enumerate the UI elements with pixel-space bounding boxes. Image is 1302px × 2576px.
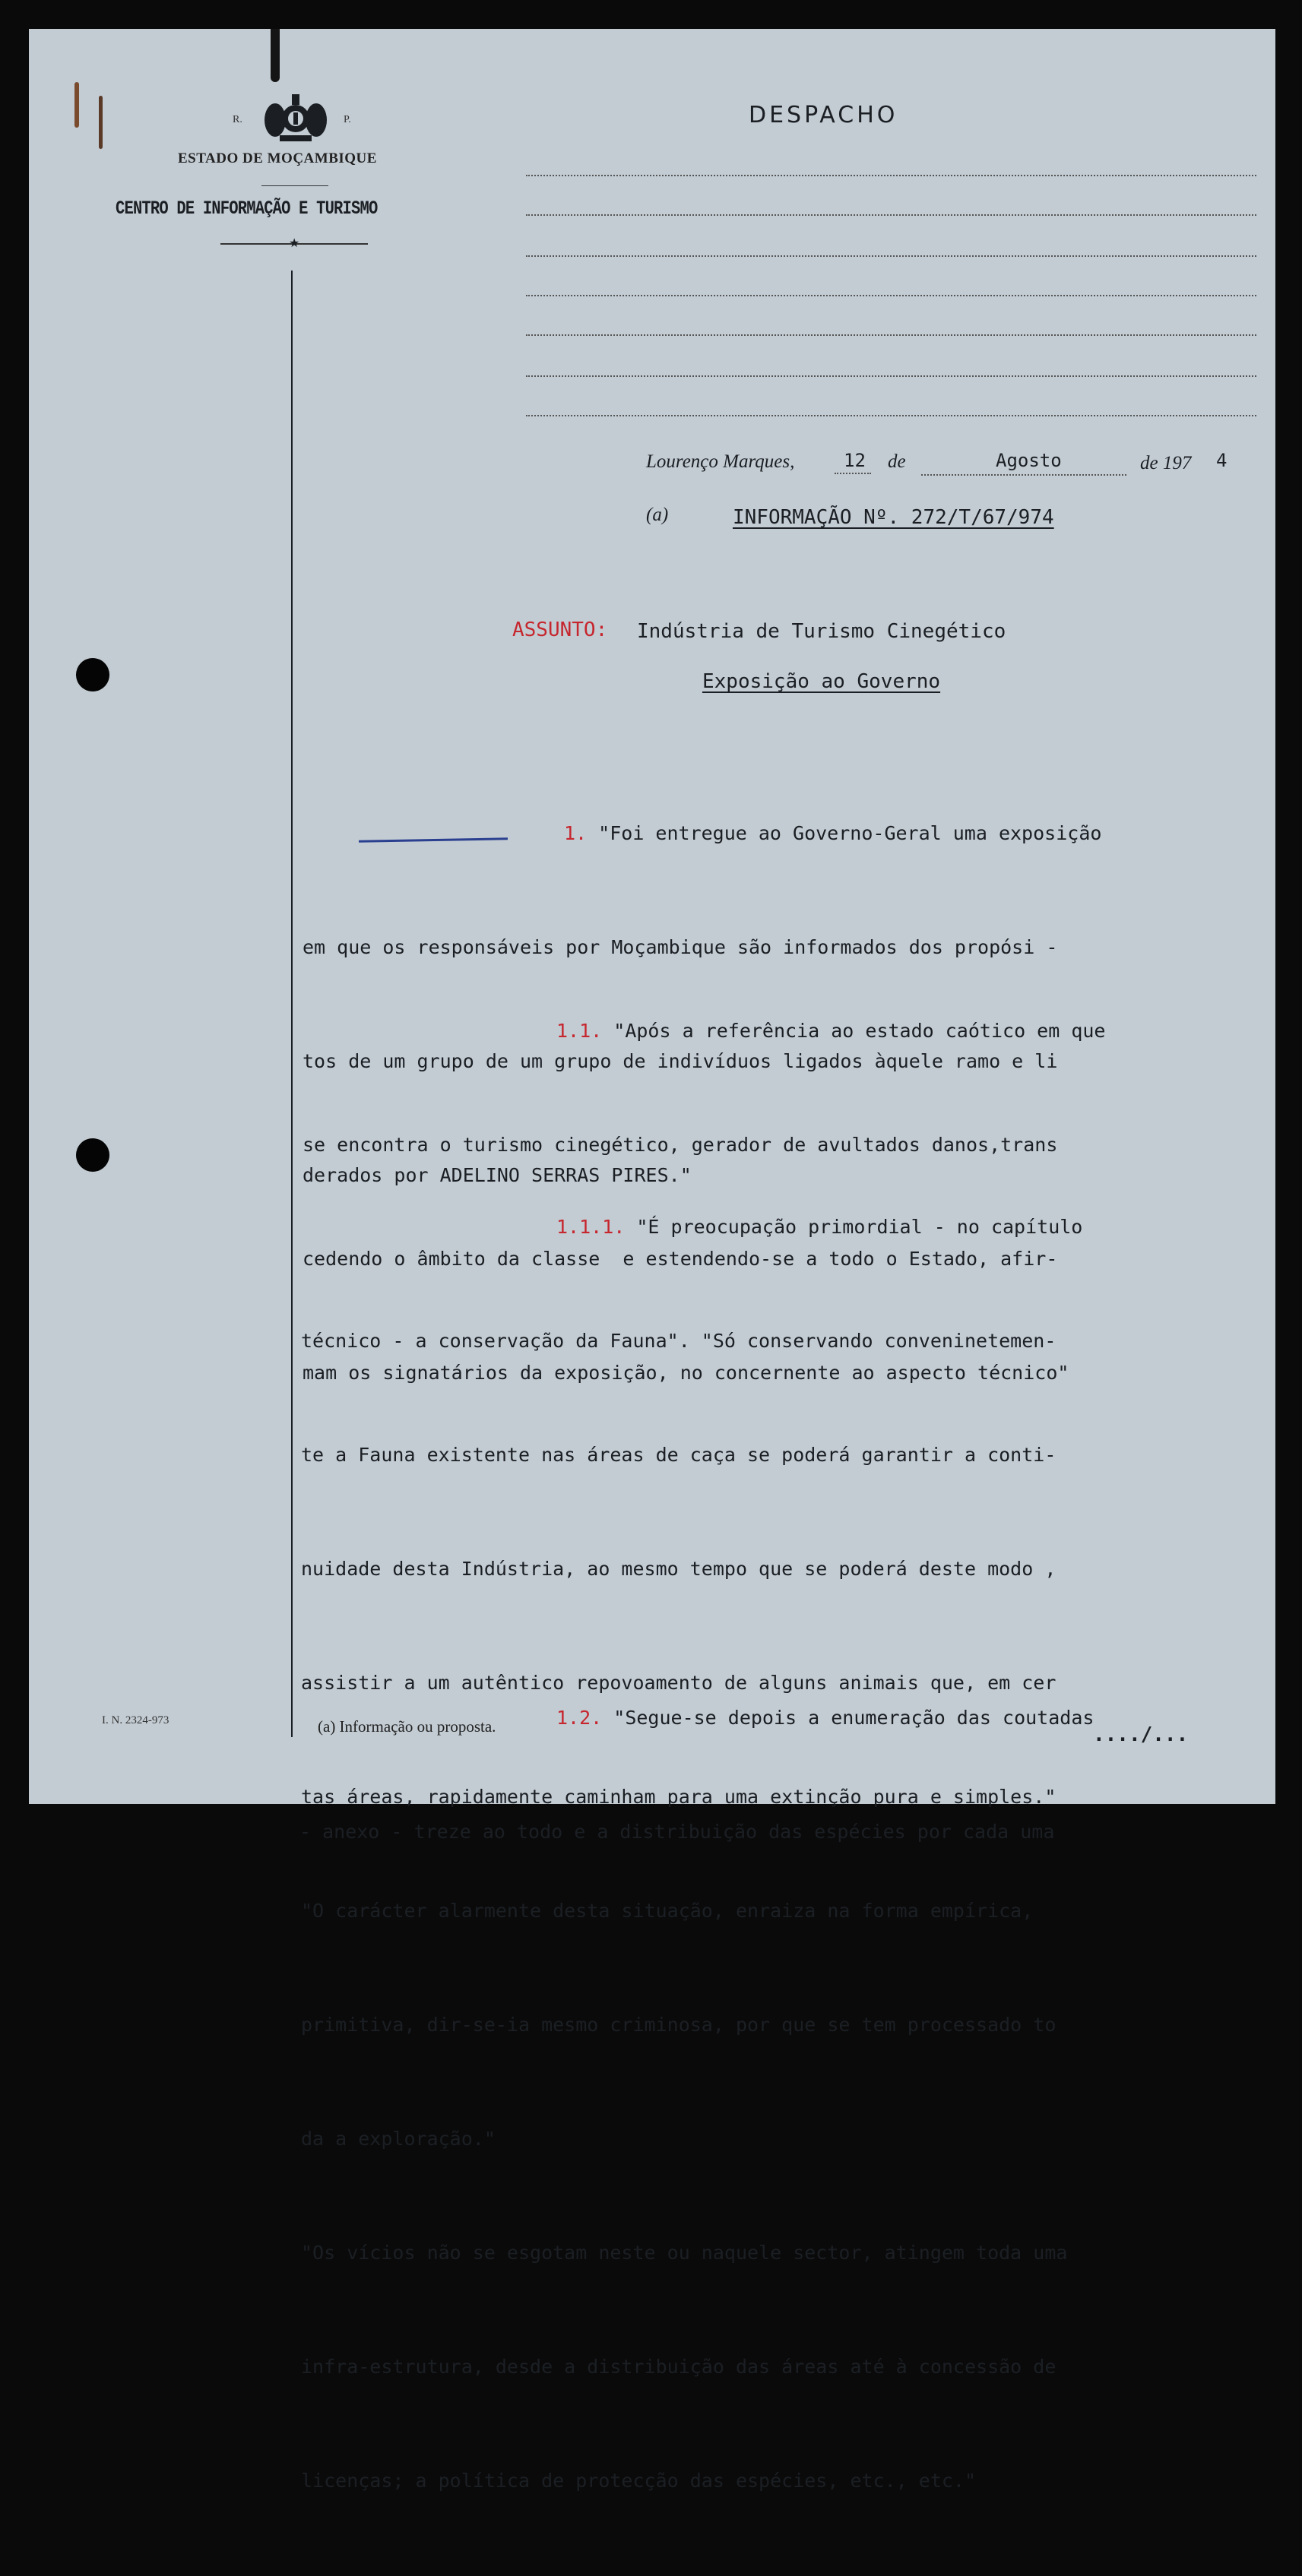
- assunto-text: Indústria de Turismo Cinegético: [637, 620, 1006, 643]
- paragraph-line: cedendo o âmbito da classe e estendendo-se a todo o Estado, afir-: [303, 1248, 1058, 1270]
- continuation-mark: ..../...: [1093, 1723, 1189, 1746]
- paragraph-line: assistir a um autêntico repovoamento de alguns animais que, em cer: [301, 1672, 1056, 1694]
- paragraph-line: se encontra o turismo cinegético, gerador de avultados danos,trans: [303, 1134, 1058, 1156]
- paragraph-line: tos de um grupo de um grupo de indivíduos ligados àquele ramo e li: [303, 1050, 1058, 1072]
- paragraph-line: derados por ADELINO SERRAS PIRES.": [303, 1164, 692, 1186]
- estado-label: ESTADO DE MOÇAMBIQUE: [178, 150, 377, 166]
- rp-right-label: P.: [344, 114, 351, 125]
- letterhead-divider: [261, 185, 328, 186]
- paragraph-line: "Os vícios não se esgotam neste ou naquele sector, atingem toda uma: [301, 2242, 1068, 2264]
- coat-of-arms-emblem: [263, 90, 328, 146]
- paragraph-line: técnico - a conservação da Fauna". "Só conservando conveninetemen-: [301, 1330, 1056, 1352]
- dateline-day-dots: [835, 473, 871, 474]
- rp-left-label: R.: [233, 114, 242, 125]
- despacho-line: [526, 214, 1256, 216]
- dateline-de-2: de 197: [1140, 453, 1192, 473]
- centro-title: CENTRO DE INFORMAÇÃO E TURISMO: [116, 198, 378, 220]
- despacho-line: [526, 255, 1256, 257]
- paragraph-line: infra-estrutura, desde a distribuição das áreas até à concessão de: [301, 2356, 1056, 2378]
- dateline-month-dots: [921, 474, 1126, 476]
- dateline-month: Agosto: [996, 450, 1062, 471]
- staple-mark: [74, 82, 79, 128]
- paragraph-line: em que os responsáveis por Moçambique são informados dos propósi -: [303, 936, 1058, 958]
- despacho-heading: DESPACHO: [749, 102, 898, 128]
- paragraph-1-2: [299, 1623, 1094, 1927]
- paragraph-number: 1.: [564, 822, 588, 844]
- informacao-prefix: (a): [646, 505, 669, 525]
- paragraph-number: 1.1.: [556, 1020, 603, 1042]
- staple-mark: [99, 96, 103, 149]
- paragraph-line: "Segue-se depois a enumeração das coutadas: [602, 1707, 1095, 1729]
- paragraph-number: 1.2.: [556, 1707, 603, 1729]
- paragraph-line: tas áreas, rapidamente caminham para uma extinção pura e simples.": [301, 1786, 1056, 1808]
- paragraph-line: - anexo - treze ao todo e a distribuição das espécies por cada uma: [299, 1821, 1055, 1843]
- despacho-line: [526, 415, 1256, 416]
- paragraph-line: primitiva, dir-se-ia mesmo criminosa, por que se tem processado to: [301, 2014, 1056, 2036]
- paragraph-line: "O carácter alarmente desta situação, enraiza na forma empírica,: [301, 1900, 1034, 1922]
- paragraph-number: 1.1.1.: [556, 1216, 626, 1238]
- paragraph-line: "Após a referência ao estado caótico em que: [602, 1020, 1106, 1042]
- paragraph-line: licenças; a política de protecção das espécies, etc., etc.": [301, 2470, 977, 2492]
- paragraph-line: "É preocupação primordial - no capítulo: [625, 1216, 1083, 1238]
- punch-hole: [76, 1138, 109, 1172]
- despacho-line: [526, 295, 1256, 296]
- star-icon: ★: [289, 236, 300, 250]
- print-code: I. N. 2324-973: [102, 1714, 169, 1726]
- dateline-de-1: de: [888, 451, 906, 472]
- dateline-day: 12: [844, 450, 866, 471]
- paragraph-line: te a Fauna existente nas áreas de caça se poderá garantir a conti-: [301, 1444, 1056, 1466]
- punch-hole: [76, 658, 109, 691]
- document-page: [29, 29, 1275, 2492]
- dateline-year-digit: 4: [1216, 450, 1228, 471]
- paragraph-line: nuidade desta Indústria, ao mesmo tempo que se poderá deste modo ,: [301, 1558, 1056, 1580]
- assunto-subtitle: Exposição ao Governo: [702, 670, 941, 693]
- ink-smudge: [271, 29, 280, 82]
- margin-line: [291, 271, 293, 1737]
- dateline-place: Lourenço Marques,: [646, 451, 795, 472]
- despacho-line: [526, 175, 1256, 176]
- despacho-line: [526, 334, 1256, 336]
- paragraph-line: mam os signatários da exposição, no concernente ao aspecto técnico": [303, 1362, 1069, 1384]
- informacao-title: INFORMAÇÃO Nº. 272/T/67/974: [733, 506, 1054, 529]
- despacho-line: [526, 375, 1256, 377]
- paragraph-line: "Foi entregue ao Governo-Geral uma exposição: [587, 822, 1102, 844]
- paragraph-line: da a exploração.": [301, 2128, 496, 2150]
- assunto-label: ASSUNTO:: [512, 619, 608, 641]
- footnote: (a) Informação ou proposta.: [318, 1717, 496, 1736]
